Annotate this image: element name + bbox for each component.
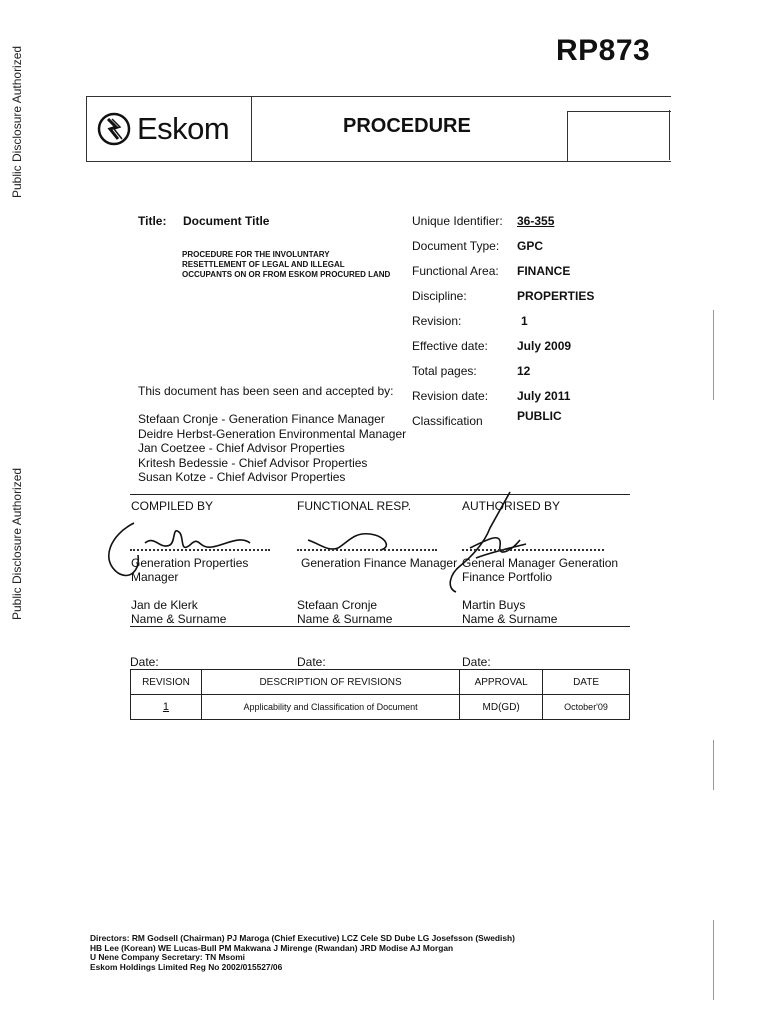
meta-value: July 2011 bbox=[517, 389, 571, 403]
header-top-rule bbox=[86, 96, 498, 97]
compiled-by-heading: COMPILED BY bbox=[131, 499, 214, 513]
footer-line: HB Lee (Korean) WE Lucas-Bull PM Makwana J Mirenge (Rwandan) JRD Modise AJ Morgan bbox=[90, 942, 454, 953]
signature-bottom-rule bbox=[130, 626, 630, 627]
meta-label: Document Type: bbox=[412, 239, 500, 253]
signature-jan-de-klerk bbox=[100, 505, 290, 585]
name-caption: Name & Surname bbox=[462, 612, 558, 626]
signature-stefaan-cronje bbox=[300, 520, 450, 560]
logo-cell bbox=[87, 97, 252, 161]
meta-label: Revision date: bbox=[412, 389, 489, 403]
meta-value: July 2009 bbox=[517, 339, 572, 353]
eskom-logo-text: Eskom bbox=[137, 111, 230, 146]
meta-value: FINANCE bbox=[517, 264, 571, 278]
compiled-role-2: Manager bbox=[131, 570, 179, 584]
functional-role: Generation Finance Manager bbox=[301, 556, 458, 570]
signature-line bbox=[130, 548, 270, 551]
authorised-by-heading: AUTHORISED BY bbox=[462, 499, 561, 513]
table-header-row bbox=[131, 670, 630, 695]
footer-line: U Nene Company Secretary: TN Msomi bbox=[90, 952, 245, 962]
title-label: Title: bbox=[138, 214, 167, 228]
meta-value: PUBLIC bbox=[517, 409, 562, 423]
scan-artifact-line bbox=[713, 740, 714, 790]
table-cell: October'09 bbox=[543, 695, 630, 720]
company-footer bbox=[90, 934, 515, 972]
meta-label: Unique Identifier: bbox=[412, 214, 503, 228]
meta-value: PROPERTIES bbox=[517, 289, 595, 303]
document-title-text: PROCEDURE FOR THE INVOLUNTARY RESETTLEMENT OF LEGAL AND ILLEGAL OCCUPANTS ON OR FROM ESKOM PROCURED LAND bbox=[182, 250, 391, 279]
header-divider-vertical bbox=[567, 111, 568, 161]
authorised-role-2: Finance Portfolio bbox=[462, 570, 553, 584]
header-right-rule bbox=[669, 110, 670, 160]
meta-label: Total pages: bbox=[412, 364, 477, 378]
accepted-list bbox=[138, 412, 406, 485]
title-heading: Document Title bbox=[183, 214, 270, 228]
doc-kind-title: PROCEDURE bbox=[343, 115, 471, 137]
table-row bbox=[131, 695, 630, 720]
header-divider bbox=[567, 111, 671, 112]
table-cell: MD(GD) bbox=[460, 695, 543, 720]
date-label: Date: bbox=[130, 655, 159, 669]
meta-value: 12 bbox=[517, 364, 531, 378]
scan-artifact-line bbox=[713, 310, 714, 400]
accepted-intro: This document has been seen and accepted by: bbox=[138, 384, 394, 398]
meta-label: Functional Area: bbox=[412, 264, 499, 278]
table-cell: 1 bbox=[131, 695, 202, 720]
table-header: DATE bbox=[543, 670, 630, 695]
meta-value: 36-355 bbox=[517, 214, 555, 228]
header-box bbox=[86, 96, 671, 162]
signature-top-rule bbox=[130, 494, 630, 495]
eskom-logo-icon bbox=[97, 112, 131, 146]
table-header: DESCRIPTION OF REVISIONS bbox=[201, 670, 459, 695]
disclosure-label-bottom: Public Disclosure Authorized bbox=[10, 467, 24, 620]
document-code: RP873 bbox=[556, 34, 651, 67]
disclosure-label-top: Public Disclosure Authorized bbox=[10, 45, 24, 198]
authorised-name: Martin Buys bbox=[462, 598, 526, 612]
functional-resp-heading: FUNCTIONAL RESP. bbox=[297, 499, 412, 513]
footer-line: Eskom Holdings Limited Reg No 2002/015527/06 bbox=[90, 961, 283, 972]
meta-value: 1 bbox=[521, 314, 528, 328]
meta-value: GPC bbox=[517, 239, 544, 253]
revisions-table bbox=[130, 669, 630, 720]
table-header: APPROVAL bbox=[460, 670, 543, 695]
authorised-role: General Manager Generation bbox=[462, 556, 619, 570]
list-item: Stefaan Cronje - Generation Finance Manager bbox=[138, 412, 385, 426]
meta-label: Classification bbox=[412, 414, 483, 428]
list-item: Kritesh Bedessie - Chief Advisor Properties bbox=[138, 455, 368, 470]
footer-line: Directors: RM Godsell (Chairman) PJ Maroga (Chief Executive) LCZ Cele SD Dube LG Josefsson (Swedish) bbox=[90, 933, 515, 943]
signature-line bbox=[297, 548, 437, 551]
table-header: REVISION bbox=[131, 670, 202, 695]
list-item: Susan Kotze - Chief Advisor Properties bbox=[138, 470, 346, 484]
date-label: Date: bbox=[462, 655, 491, 669]
name-caption: Name & Surname bbox=[297, 612, 393, 626]
list-item: Deidre Herbst-Generation Environmental Manager bbox=[138, 426, 407, 441]
table-cell: Applicability and Classification of Document bbox=[201, 695, 459, 720]
functional-name: Stefaan Cronje bbox=[297, 598, 378, 612]
meta-label: Revision: bbox=[412, 314, 462, 328]
name-caption: Name & Surname bbox=[131, 612, 227, 626]
list-item: Jan Coetzee - Chief Advisor Properties bbox=[138, 441, 345, 455]
signature-line bbox=[462, 548, 604, 551]
meta-label: Discipline: bbox=[412, 289, 467, 303]
compiled-name: Jan de Klerk bbox=[131, 598, 198, 612]
meta-label: Effective date: bbox=[412, 339, 488, 353]
compiled-role: Generation Properties bbox=[131, 556, 249, 570]
scan-artifact-line bbox=[713, 920, 714, 1000]
date-label: Date: bbox=[297, 655, 326, 669]
